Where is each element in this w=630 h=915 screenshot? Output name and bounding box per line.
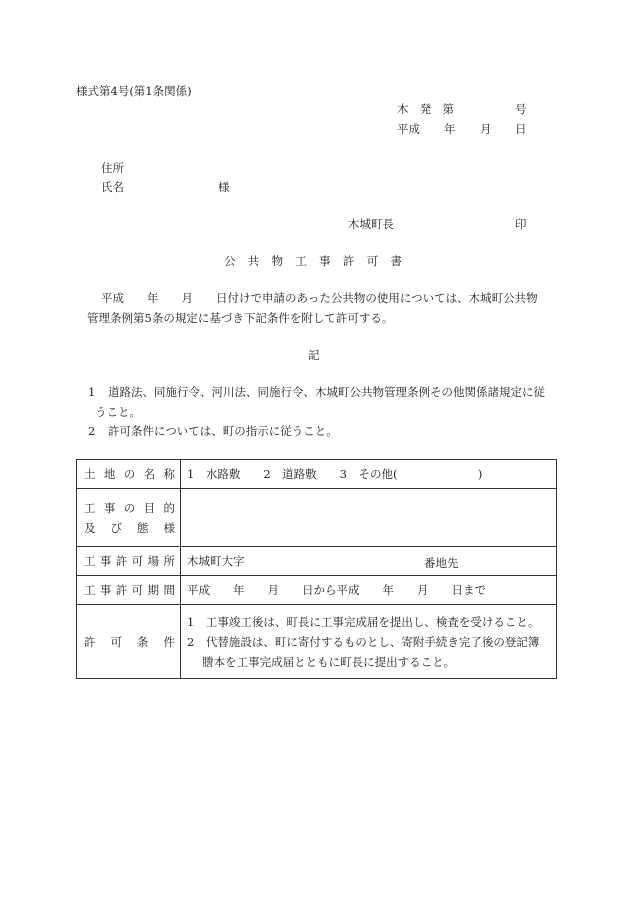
permit-table [76, 459, 557, 679]
title-char: 物 [271, 254, 284, 268]
body-line-2: 管理条例第5条の規定に基づき下記条件を附して許可する。 [87, 311, 394, 325]
title-char: 許 [342, 254, 355, 268]
title-char: 可 [366, 254, 379, 268]
label-char: 地 [103, 467, 116, 481]
title-char: 公 [224, 254, 236, 268]
purpose-value [181, 489, 557, 547]
table-row [77, 547, 557, 576]
date-day: 日 [515, 122, 527, 136]
label-char: 態 [137, 520, 149, 535]
title-char: 共 [247, 254, 260, 268]
ki-heading: 記 [308, 348, 320, 362]
note-1-line-1: 道路法、同施行令、河川法、同施行令、木城町公共物管理条例その他関係諸規定に従 [108, 385, 545, 399]
honorific: 様 [218, 180, 230, 194]
label-char: 様 [163, 520, 175, 535]
label-char: 期 [147, 583, 160, 597]
label-char: 事 [99, 583, 112, 597]
table-row [77, 460, 557, 489]
label-char: の [123, 500, 136, 515]
label-char: 工 [84, 554, 96, 568]
name-label: 氏名 [101, 180, 124, 194]
title-char: 事 [319, 254, 331, 268]
date-month: 月 [480, 122, 492, 136]
seal-mark: 印 [515, 217, 527, 231]
purpose-label [77, 489, 181, 547]
place-value-cell [181, 547, 557, 576]
label-char: 可 [110, 634, 122, 649]
body-line-1: 平成 年 月 日付けで申請のあった公共物の使用については、木城町公共物 [101, 291, 538, 305]
label-char: 許 [84, 634, 96, 649]
issuer-title: 木城町長 [348, 217, 394, 231]
title-char: 書 [390, 254, 402, 268]
title-char: 工 [295, 254, 307, 268]
label-char: 称 [163, 467, 175, 481]
condition-line: 謄本を工事完成届とともに町長に提出すること。 [187, 654, 456, 669]
label-char: 的 [163, 500, 175, 515]
document-number-label [397, 104, 454, 116]
label-char: び [110, 520, 122, 535]
doc-number-char: 木 [397, 102, 409, 116]
note-1-line-2: うこと。 [95, 405, 141, 419]
label-char: 土 [84, 467, 96, 481]
date-year: 年 [444, 122, 456, 136]
label-char: 名 [143, 467, 156, 481]
address-label: 住所 [101, 161, 124, 175]
note-2-text: 許可条件については、町の指示に従うこと。 [108, 424, 338, 438]
condition-line: 2 代替施設は、町に寄付するものとし、寄附手続き完了後の登記簿 [187, 634, 540, 649]
date-era: 平成 [397, 122, 420, 136]
conditions-value [181, 605, 557, 679]
label-char: 目 [143, 500, 156, 515]
document-number-suffix: 号 [515, 102, 527, 116]
label-char: 工 [84, 583, 96, 597]
place-value: 木城町大字 [187, 554, 245, 568]
form-number: 様式第4号(第1条関係) [76, 84, 192, 98]
label-char: 件 [163, 634, 175, 649]
land-name-value: 1 水路敷 2 道路敷 3 その他( ) [181, 460, 557, 489]
label-char: 許 [115, 554, 128, 568]
note-2-number: 2 [88, 424, 96, 438]
place-suffix: 番地先 [424, 556, 459, 570]
doc-number-char: 発 [419, 102, 432, 116]
label-char: 及 [84, 520, 96, 535]
label-char: 条 [137, 634, 149, 649]
doc-number-char: 第 [442, 102, 454, 116]
period-label [77, 576, 181, 605]
note-1-number: 1 [88, 385, 96, 399]
period-value: 平成 年 月 日から平成 年 月 日まで [181, 576, 557, 605]
label-char: 場 [147, 554, 160, 568]
label-char: 所 [163, 554, 175, 568]
table-row [77, 605, 557, 679]
label-char: 事 [99, 554, 112, 568]
table-row [77, 576, 557, 605]
label-char: の [123, 467, 136, 481]
label-char: 可 [131, 583, 144, 597]
label-char: 間 [163, 583, 175, 597]
document-title [224, 256, 402, 268]
place-label [77, 547, 181, 576]
label-char: 工 [84, 500, 96, 515]
table-row [77, 489, 557, 547]
land-name-label [77, 460, 181, 489]
label-char: 許 [115, 583, 128, 597]
condition-line: 1 工事竣工後は、町長に工事完成届を提出し、検査を受けること。 [187, 614, 540, 629]
label-char: 可 [131, 554, 144, 568]
label-char: 事 [103, 500, 116, 515]
conditions-label [77, 605, 181, 679]
